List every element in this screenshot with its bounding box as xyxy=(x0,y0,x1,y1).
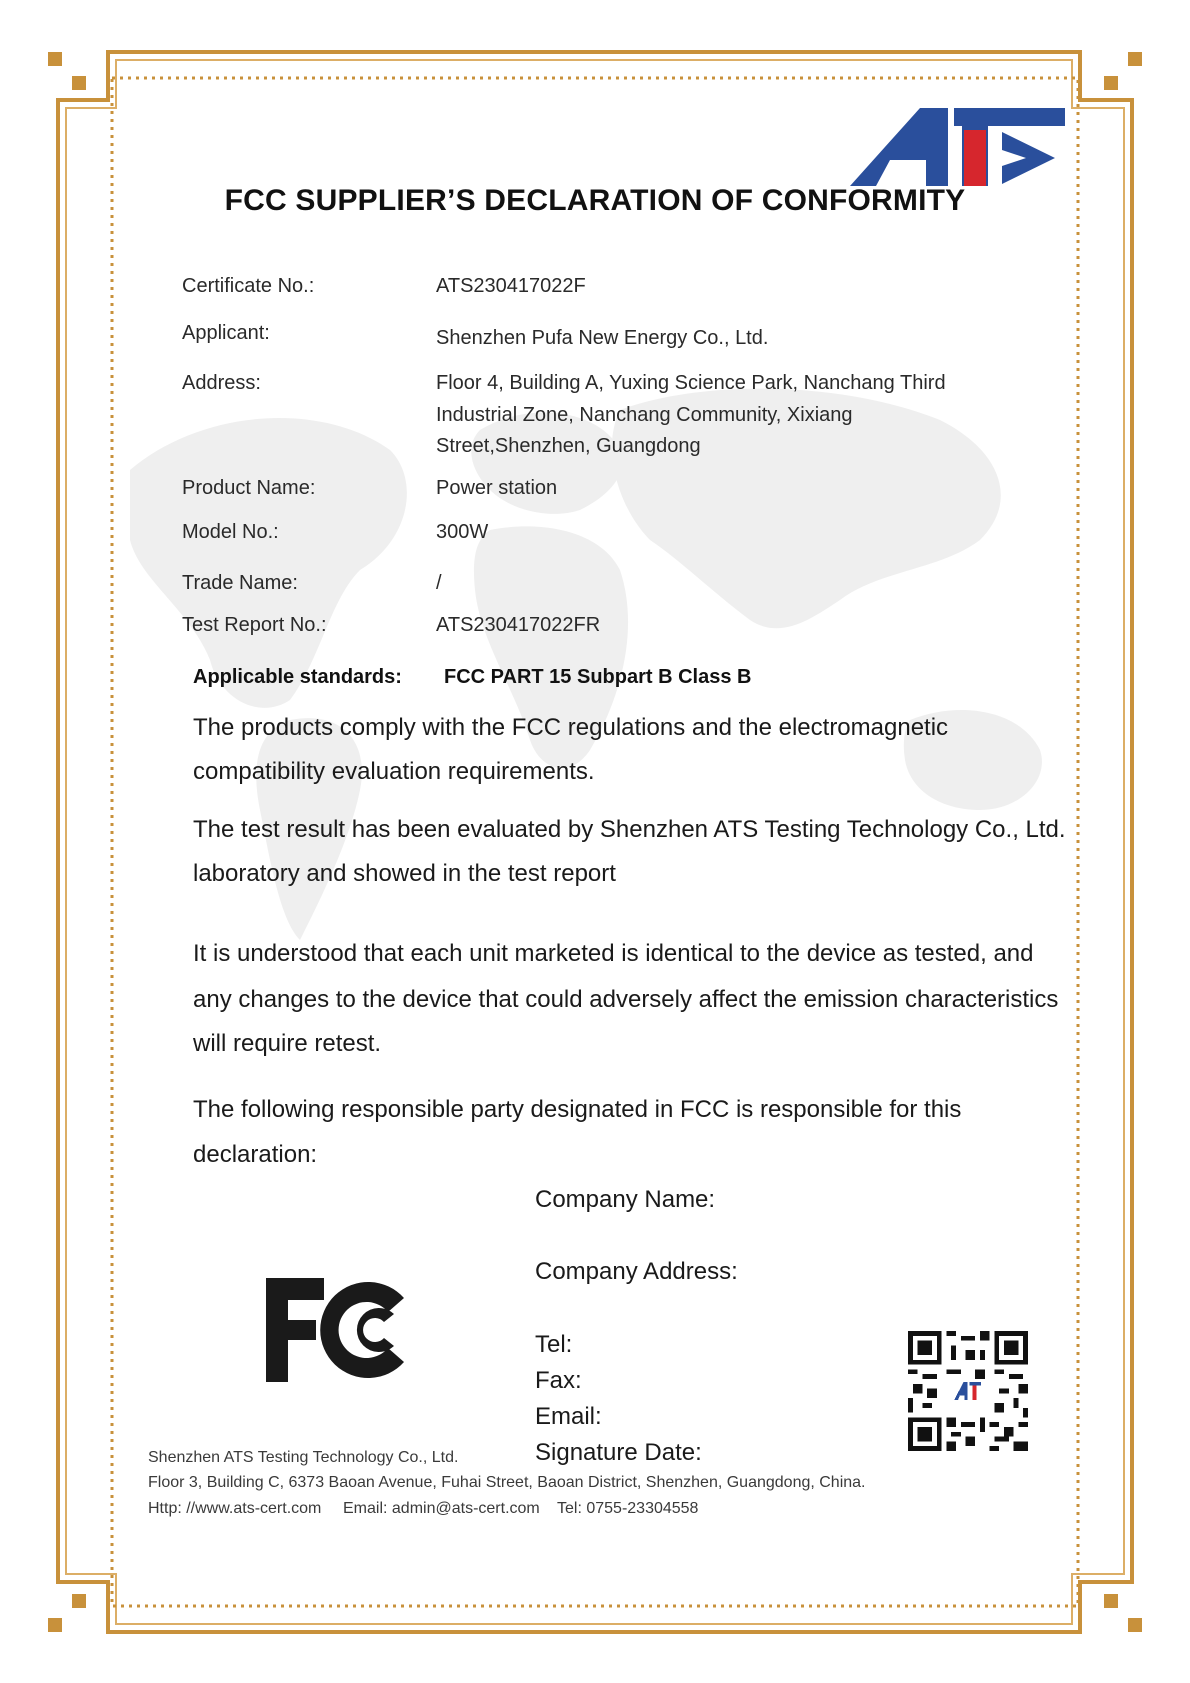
applicant-value: Shenzhen Pufa New Energy Co., Ltd. xyxy=(436,327,769,349)
product-name-value: Power station xyxy=(436,477,558,499)
applicable-standards-value: FCC PART 15 Subpart B Class B xyxy=(444,666,752,688)
footer-tel: Tel: 0755-23304558 xyxy=(557,1500,699,1517)
paragraph-line: It is understood that each unit marketed is identical to the device as tested, and xyxy=(193,940,1034,967)
address-line: Floor 4, Building A, Yuxing Science Park, Nanchang Third xyxy=(436,372,946,394)
paragraph-line: The products comply with the FCC regulations and the electromagnetic xyxy=(193,714,949,741)
company-address-label: Company Address: xyxy=(535,1258,738,1285)
paragraph-line: laboratory and showed in the test report xyxy=(193,860,616,887)
paragraph-line: The following responsible party designated in FCC is responsible for this xyxy=(193,1096,962,1123)
product-name-label: Product Name: xyxy=(182,477,316,499)
applicant-label: Applicant: xyxy=(182,322,270,344)
certificate-no-value: ATS230417022F xyxy=(436,275,586,297)
email-label: Email: xyxy=(535,1403,602,1430)
tel-label: Tel: xyxy=(535,1331,573,1358)
model-no-label: Model No.: xyxy=(182,521,279,543)
address-label: Address: xyxy=(182,372,261,394)
footer-email: Email: admin@ats-cert.com xyxy=(343,1500,540,1517)
footer-company: Shenzhen ATS Testing Technology Co., Ltd. xyxy=(148,1449,459,1466)
paragraph-line: The test result has been evaluated by Shenzhen ATS Testing Technology Co., Ltd. xyxy=(193,816,1066,843)
company-name-label: Company Name: xyxy=(535,1186,716,1213)
address-line: Street,Shenzhen, Guangdong xyxy=(436,435,701,457)
footer-address: Floor 3, Building C, 6373 Baoan Avenue, Fuhai Street, Baoan District, Shenzhen, Guangdong, China. xyxy=(148,1474,866,1491)
ats-logo xyxy=(850,108,1065,188)
fax-label: Fax: xyxy=(535,1367,582,1394)
trade-name-value: / xyxy=(436,572,442,594)
paragraph-line: compatibility evaluation requirements. xyxy=(193,758,595,785)
trade-name-label: Trade Name: xyxy=(182,572,298,594)
footer-website: Http: //www.ats-cert.com xyxy=(148,1500,322,1517)
certificate-no-label: Certificate No.: xyxy=(182,275,315,297)
paragraph-line: will require retest. xyxy=(193,1030,382,1057)
model-no-value: 300W xyxy=(436,521,489,543)
applicable-standards-label: Applicable standards: xyxy=(193,666,402,688)
paragraph-line: declaration: xyxy=(193,1141,318,1168)
document-title: FCC SUPPLIER’S DECLARATION OF CONFORMITY xyxy=(224,184,966,217)
address-line: Industrial Zone, Nanchang Community, Xixiang xyxy=(436,404,853,426)
qr-code xyxy=(908,1331,1028,1451)
paragraph-line: any changes to the device that could adversely affect the emission characteristics xyxy=(193,986,1059,1013)
signature-date-label: Signature Date: xyxy=(535,1439,702,1466)
fcc-logo xyxy=(266,1278,412,1382)
test-report-no-value: ATS230417022FR xyxy=(436,614,601,636)
test-report-no-label: Test Report No.: xyxy=(182,614,327,636)
